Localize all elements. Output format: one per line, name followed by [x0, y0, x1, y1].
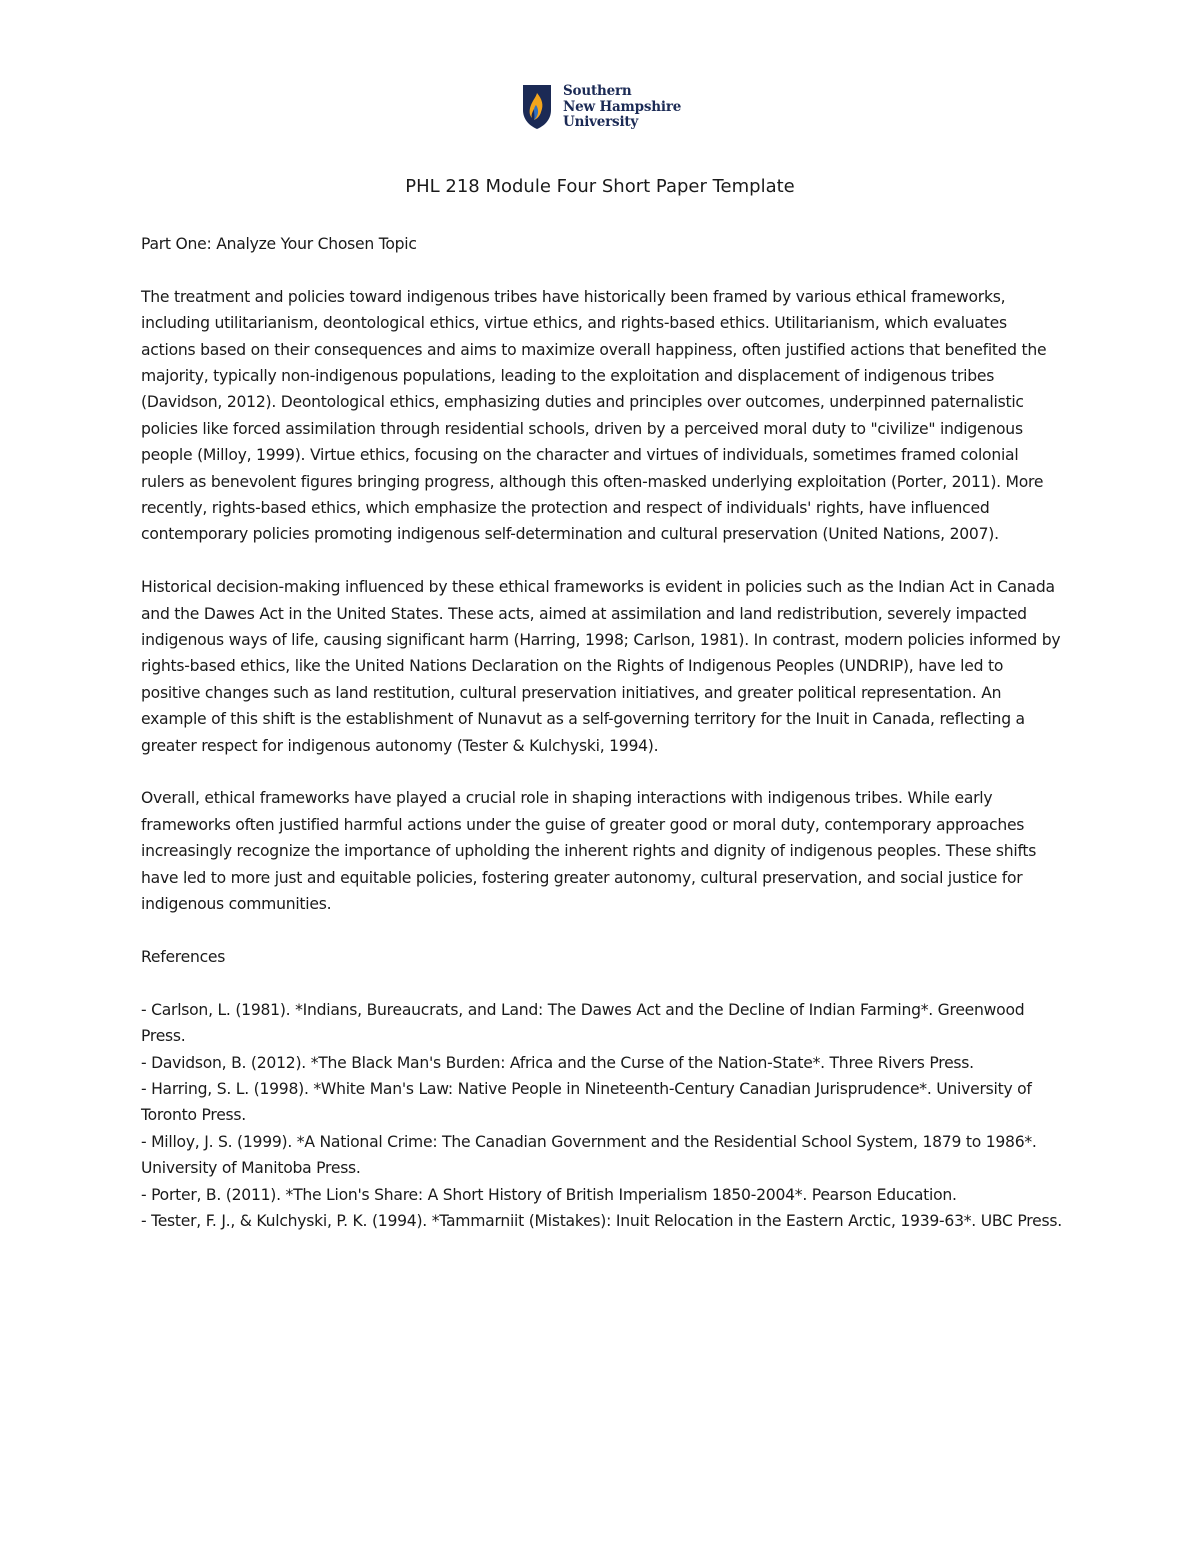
body-paragraph-3: Overall, ethical frameworks have played a crucial role in shaping interactions with indigenous tribes. While early frameworks often justified harmful actions under the guise of greater good or moral duty, contemporary approaches increasingly recognize the importance of upholding the inherent rights and dignity of indigenous peoples. These shifts have led to more just and equitable policies, fostering greater autonomy, cultural preservation, and social justice for indigenous communities.	[141, 789, 1037, 914]
flame-shield-icon	[522, 84, 552, 130]
reference-item: - Harring, S. L. (1998). *White Man's Law: Native People in Nineteenth-Century Canadian Jurisprudence*. University of Toronto Press.	[141, 1079, 1032, 1125]
logo-line-2: New Hampshire	[563, 98, 682, 115]
reference-item: - Davidson, B. (2012). *The Black Man's Burden: Africa and the Curse of the Nation-State*. Three Rivers Press.	[141, 1053, 974, 1072]
document-body	[141, 231, 1063, 1234]
logo-line-3: University	[563, 114, 639, 130]
reference-item: - Porter, B. (2011). *The Lion's Share: A Short History of British Imperialism 1850-2004*. Pearson Education.	[141, 1185, 957, 1204]
document-title: PHL 218 Module Four Short Paper Template	[405, 176, 795, 197]
reference-item: - Tester, F. J., & Kulchyski, P. K. (1994). *Tammarniit (Mistakes): Inuit Relocation in the Eastern Arctic, 1939-63*. UBC Press.	[141, 1211, 1062, 1230]
reference-item: - Milloy, J. S. (1999). *A National Crime: The Canadian Government and the Residential School System, 1879 to 1986*. University of Manitoba Press.	[141, 1132, 1037, 1178]
reference-item: - Carlson, L. (1981). *Indians, Bureaucrats, and Land: The Dawes Act and the Decline of Indian Farming*. Greenwood Press.	[141, 1000, 1025, 1046]
section-heading: Part One: Analyze Your Chosen Topic	[141, 235, 417, 253]
references-heading: References	[141, 947, 226, 966]
reference-list	[141, 997, 1063, 1235]
university-name	[563, 84, 681, 131]
logo-line-1: Southern	[563, 83, 632, 99]
university-logo	[522, 84, 681, 131]
body-paragraph-1: The treatment and policies toward indigenous tribes have historically been framed by various ethical frameworks, including utilitarianism, deontological ethics, virtue ethics, and rights-based ethics. Utilitarianism, which evaluates actions based on their consequences and aims to maximize overall happiness, often justified actions that benefited the majority, typically non-indigenous populations, leading to the exploitation and displacement of indigenous tribes (Davidson, 2012). Deontological ethics, emphasizing duties and principles over outcomes, underpinned paternalistic policies like forced assimilation through residential schools, driven by a perceived moral duty to "civilize" indigenous people (Milloy, 1999). Virtue ethics, focusing on the character and virtues of individuals, sometimes framed colonial rulers as benevolent figures bringing progress, although this often-masked underlying exploitation (Porter, 2011). More recently, rights-based ethics, which emphasize the protection and respect of individuals' rights, have influenced contemporary policies promoting indigenous self-determination and cultural preservation (United Nations, 2007).	[141, 287, 1047, 544]
body-paragraph-2: Historical decision-making influenced by these ethical frameworks is evident in policies such as the Indian Act in Canada and the Dawes Act in the United States. These acts, aimed at assimilation and land redistribution, severely impacted indigenous ways of life, causing significant harm (Harring, 1998; Carlson, 1981). In contrast, modern policies informed by rights-based ethics, like the United Nations Declaration on the Rights of Indigenous Peoples (UNDRIP), have led to positive changes such as land restitution, cultural preservation initiatives, and greater political representation. An example of this shift is the establishment of Nunavut as a self-governing territory for the Inuit in Canada, reflecting a greater respect for indigenous autonomy (Tester & Kulchyski, 1994).	[141, 578, 1061, 755]
